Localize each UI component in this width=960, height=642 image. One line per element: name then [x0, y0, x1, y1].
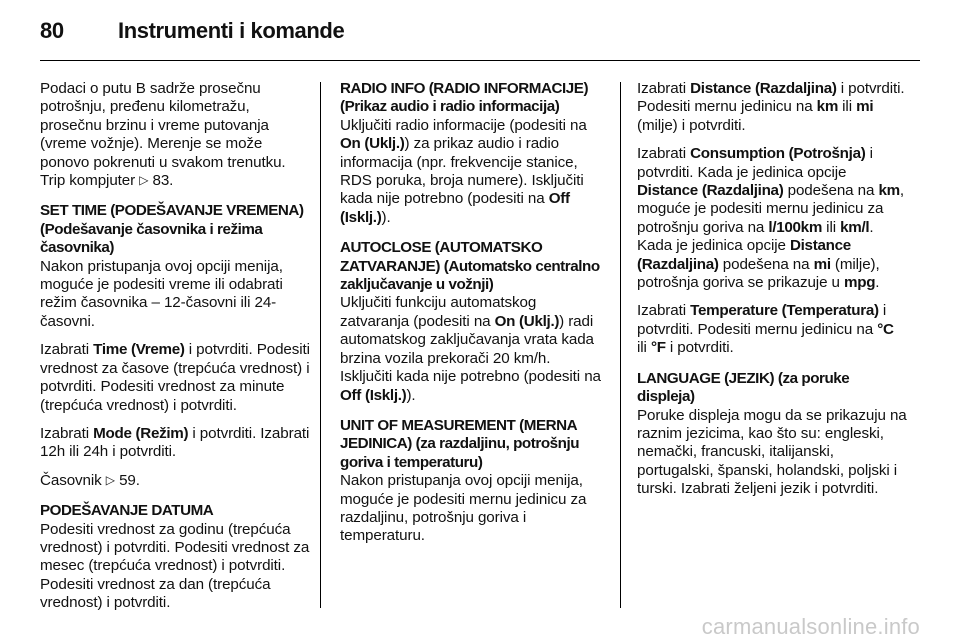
- paragraph: Nakon pristupanja ovoj opciji menija, moguće je podesiti vreme ili odabrati režim časovnika – 12-časovni ili 24-časovni.: [40, 257, 283, 330]
- column-3: [637, 80, 907, 509]
- cross-reference[interactable]: Časovnik ▷ 59.: [40, 471, 140, 489]
- heading-set-date: PODEŠAVANJE DATUMA: [40, 502, 214, 520]
- paragraph: Podesiti vrednost za godinu (trepćuća vrednost) i potvrditi. Podesiti vrednost za mesec (trepćuća vrednost) i potvrditi. Podesiti vrednost za dan (trepćuća vrednost) i potvrditi.: [40, 520, 310, 612]
- column-1: [40, 80, 310, 623]
- paragraph: Podaci o putu B sadrže prosečnu potrošnju, pređenu kilometražu, prosečnu brzinu i vreme putovanja (vreme vožnje). Merenje se može ponovo pokrenuti u svakom trenutku. Trip kompjuter ▷ 83.: [40, 80, 286, 190]
- paragraph: Poruke displeja mogu da se prikazuju na raznim jezicima, kao što su: engleski, nemački, francuski, italijanski, portugalski, španski, holandski, poljski i turski. Izabrati željeni jezik i potvrditi.: [637, 406, 907, 498]
- section-title: Instrumenti i komande: [118, 18, 345, 43]
- paragraph: Izabrati Distance (Razdaljina) i potvrditi. Podesiti mernu jedinicu na km ili mi (milje) i potvrditi.: [637, 80, 905, 134]
- paragraph: Nakon pristupanja ovoj opciji menija, moguće je podesiti mernu jedinicu za razdaljinu, potrošnju goriva i temperaturu.: [340, 472, 587, 545]
- heading-language: LANGUAGE (JEZIK) (za poruke displeja): [637, 369, 850, 406]
- paragraph: Izabrati Mode (Režim) i potvrditi. Izabrati 12h ili 24h i potvrditi.: [40, 424, 310, 461]
- heading-unit-of-measurement: UNIT OF MEASUREMENT (MERNA JEDINICA) (za razdaljinu, potrošnju goriva i temperaturu): [340, 416, 580, 471]
- page-header: [0, 0, 960, 62]
- page-number: 80: [40, 18, 64, 43]
- heading-radio-info: RADIO INFO (RADIO INFORMACIJE) (Prikaz audio i radio informacija): [340, 80, 589, 116]
- paragraph: Uključiti funkciju automatskog zatvaranja (podesiti na On (Uklj.)) radi automatskog zaključavanja vrata kada brzina vozila prekorači 20 km/h. Isključiti kada nije potrebno (podesiti na Off (Isklj.)).: [340, 294, 601, 404]
- heading-set-time: SET TIME (PODEŠAVANJE VREMENA) (Podešavanje časovnika i režima časovnika): [40, 202, 304, 257]
- heading-autoclose: AUTOCLOSE (AUTOMATSKO ZATVARANJE) (Automatsko centralno zaključavanje u vožnji): [340, 239, 600, 294]
- header-divider: [40, 60, 920, 61]
- triangle-right-icon: ▷: [105, 472, 115, 487]
- triangle-right-icon: ▷: [139, 173, 149, 188]
- column-divider-2: [620, 82, 621, 608]
- paragraph: Izabrati Time (Vreme) i potvrditi. Podesiti vrednost za časove (trepćuća vrednost) i potvrditi. Podesiti vrednost za minute (trepćuća vrednost) i potvrditi.: [40, 341, 310, 414]
- paragraph: Izabrati Consumption (Potrošnja) i potvrditi. Kada je jedinica opcije Distance (Razdaljina) podešena na km, moguće je podesiti mernu jedinicu za potrošnju goriva na l/100km ili km/l. Kada je jedinica opcije Distance (Razdaljina) podešena na mi (milje), potrošnja goriva se prikazuje u mpg.: [637, 145, 904, 292]
- paragraph: Izabrati Temperature (Temperatura) i potvrditi. Podesiti mernu jedinicu na °C ili °F i potvrditi.: [637, 302, 894, 357]
- paragraph: Uključiti radio informacije (podesiti na On (Uklj.)) za prikaz audio i radio informacija (npr. frekvencije stanice, RDS poruka, broja numere). Isključiti kada nije potrebno (podesiti na Off (Isklj.)).: [340, 116, 587, 226]
- column-divider-1: [320, 82, 321, 608]
- cross-reference[interactable]: Trip kompjuter ▷ 83.: [40, 172, 174, 190]
- column-2: [340, 80, 605, 556]
- watermark: carmanualsonline.info: [701, 614, 920, 639]
